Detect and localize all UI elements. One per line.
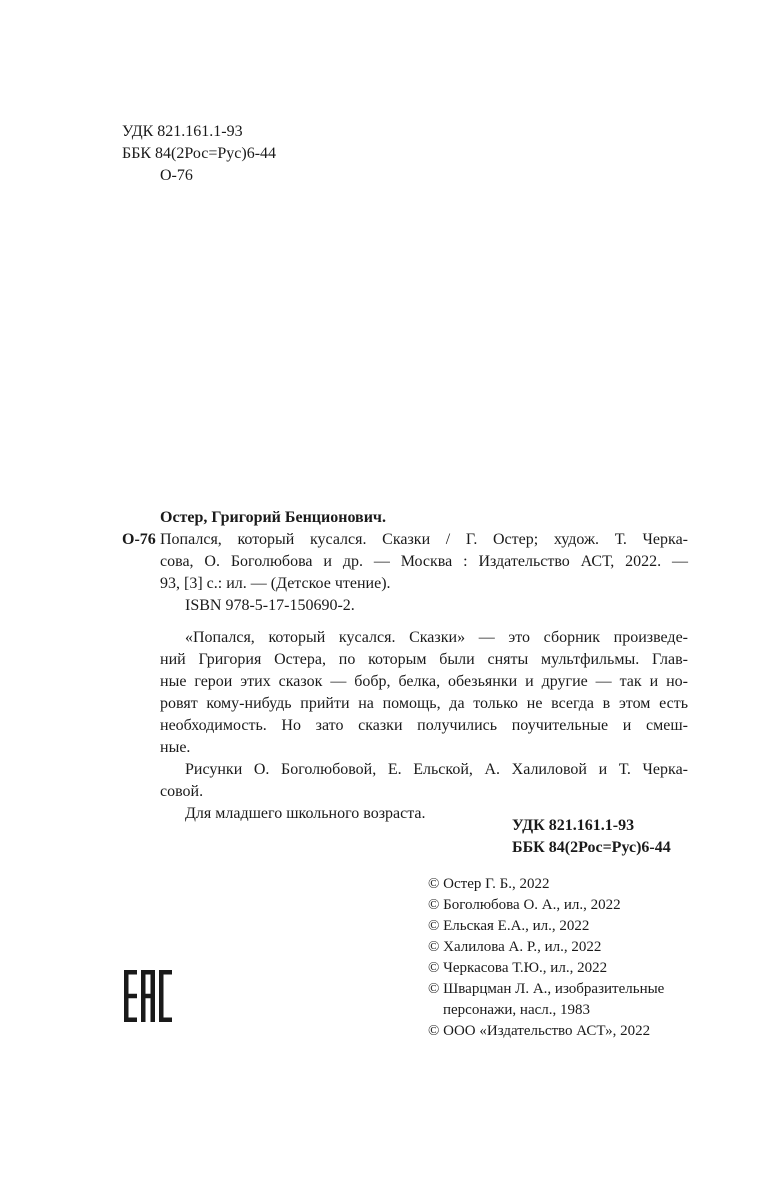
copyright-line: © Халилова А. Р., ил., 2022 [428,939,602,955]
author-heading: Остер, Григорий Бенционович. [160,509,386,526]
classification-block [122,121,276,187]
annotation-line: «Попался, который кусался. Сказки» — это сборник произведе- [185,629,688,646]
copyright-line: © Остер Г. Б., 2022 [428,876,550,892]
annotation-line: ные герои этих сказок — бобр, белка, обезьянки и другие — так и но- [160,673,688,690]
annotation-line: необходимость. Но зато сказки получились поучительные и смеш- [160,717,688,734]
illustrations-note [122,759,688,803]
author-mark: О-76 [160,167,193,184]
annotation-line: ний Григория Остера, по которым были сняты мультфильмы. Глав- [160,651,688,668]
title-line-2: сова, О. Боголюбова и др. — Москва : Издательство АСТ, 2022. — [160,553,688,570]
copyright-line-publisher: © ООО «Издательство АСТ», 2022 [428,1023,651,1039]
copyright-line: © Шварцман Л. А., изобразительные [428,981,665,997]
entry-code-mark: О-76 [122,531,156,548]
annotation [122,627,688,759]
udk-code: УДК 821.161.1-93 [122,123,243,140]
copyright-line: © Боголюбова О. А., ил., 2022 [428,897,621,913]
illustrations-line: Рисунки О. Боголюбовой, Е. Ельской, А. Халиловой и Т. Черка- [185,761,688,778]
copyright-block [428,874,664,1042]
bibliographic-entry [122,507,688,825]
bbk-code: ББК 84(2Рос=Рус)6-44 [122,145,277,162]
annotation-line: ровят кому-нибудь прийти на помощь, да только не всегда в этом есть [160,695,688,712]
title-line-1: О-76 Попался, который кусался. Сказки / Г. Остер; худож. Т. Черка- [122,529,688,551]
title-line-3: 93, [3] с.: ил. — (Детское чтение). [160,575,391,592]
copyright-line: © Черкасова Т.Ю., ил., 2022 [428,960,608,976]
isbn: ISBN 978-5-17-150690-2. [185,597,355,614]
illustrations-line: совой. [160,783,204,800]
bbk-code-bold: ББК 84(2Рос=Рус)6-44 [512,839,671,856]
copyright-line: © Ельская Е.А., ил., 2022 [428,918,590,934]
bold-classification [512,815,671,859]
annotation-line: ные. [160,739,191,756]
copyright-line-continuation: персонажи, насл., 1983 [443,1002,590,1018]
eac-mark-icon [124,970,172,1022]
audience-note: Для младшего школьного возраста. [185,805,426,822]
udk-code-bold: УДК 821.161.1-93 [512,817,635,834]
